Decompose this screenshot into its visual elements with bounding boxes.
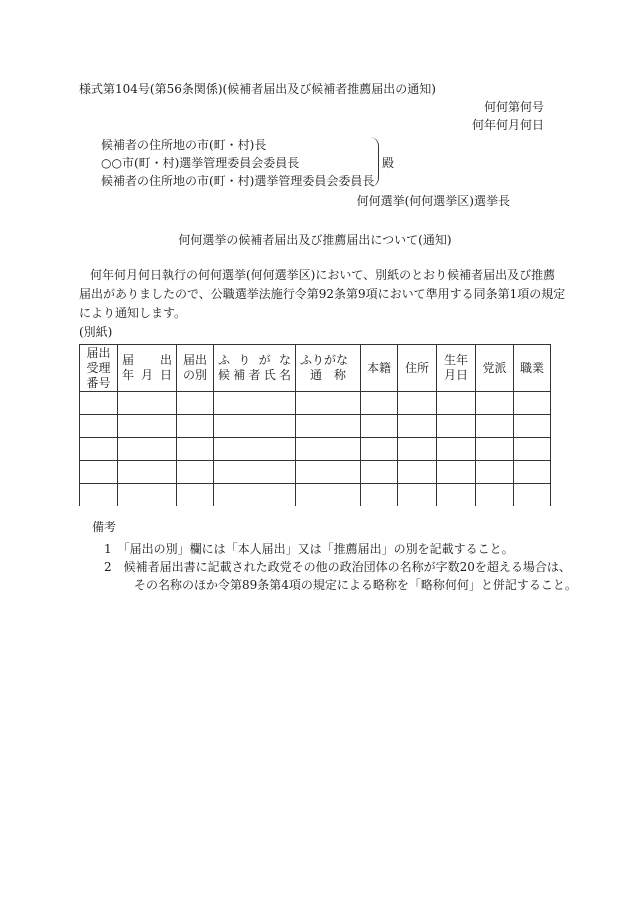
table-cell [361,484,398,507]
remark-1: 1 「届出の別」欄には「本人届出」又は「推薦届出」の別を記載すること。 [104,542,514,556]
table-cell [361,392,398,415]
table-header-row [80,345,551,392]
sender: 何何選挙(何何選挙区)選挙長 [356,194,510,208]
header-alias: ふりがな 通 称 [296,345,361,392]
table-cell [437,484,476,507]
attachment-label: (別紙) [79,325,113,339]
table-cell [177,484,214,507]
remark-2-continued: その名称のほか令第89条第4項の規定による略称を「略称何何」と併記すること。 [134,578,577,592]
table-cell [398,461,437,484]
table-row [80,438,551,461]
table-cell [118,438,177,461]
table-cell [80,438,118,461]
table-cell [296,392,361,415]
remarks-title: 備考 [92,520,117,534]
table-row [80,484,551,507]
table-cell [296,461,361,484]
table-cell [214,461,296,484]
header-filing-type: 届出 の別 [177,345,214,392]
table-cell [437,415,476,438]
header-receipt-number: 届出 受理 番号 [80,345,118,392]
header-address: 住所 [398,345,437,392]
table-cell [118,484,177,507]
table-cell [514,461,551,484]
table-cell [80,461,118,484]
addressee-1: 候補者の住所地の市(町・村)長 [101,138,267,152]
remark-2: 2 候補者届出書に記載された政党その他の政治団体の名称が字数20を超える場合は、 [104,560,571,574]
table-cell [177,415,214,438]
table-cell [118,392,177,415]
table-cell [361,461,398,484]
header-filing-date: 届 出 年 月 日 [118,345,177,392]
header-birthdate: 生年 月日 [437,345,476,392]
body-line-1: 何年何月何日執行の何何選挙(何何選挙区)において、別紙のとおり候補者届出及び推薦 [90,268,556,282]
form-title: 様式第104号(第56条関係)(候補者届出及び候補者推薦届出の通知) [79,82,436,96]
honorific: 殿 [382,156,395,170]
table-cell [476,415,514,438]
table-body [80,392,551,507]
table-cell [361,438,398,461]
table-cell [296,415,361,438]
table-cell [214,415,296,438]
table-cell [514,415,551,438]
table-cell [296,438,361,461]
table-cell [214,484,296,507]
table-row [80,461,551,484]
table-cell [80,415,118,438]
table-cell [476,392,514,415]
table-cell [514,438,551,461]
table-cell [476,484,514,507]
table-cell [437,392,476,415]
table-row [80,415,551,438]
table-cell [214,438,296,461]
addressee-brace [370,137,379,187]
table-cell [214,392,296,415]
table-cell [398,415,437,438]
header-candidate-name: ふりがな 候補者氏名 [214,345,296,392]
table-cell [177,392,214,415]
table-row [80,392,551,415]
table-cell [118,461,177,484]
table-cell [476,438,514,461]
table-cell [177,461,214,484]
header-domicile: 本籍 [361,345,398,392]
addressee-3: 候補者の住所地の市(町・村)選挙管理委員会委員長 [101,174,375,188]
table-cell [361,415,398,438]
table-cell [437,438,476,461]
header-party: 党派 [476,345,514,392]
table-cell [80,484,118,507]
notification-table [79,344,551,506]
table-cell [296,484,361,507]
addressee-2: ○○市(町・村)選挙管理委員会委員長 [101,156,300,170]
table-cell [437,461,476,484]
table-cell [398,484,437,507]
header-occupation: 職業 [514,345,551,392]
subject: 何何選挙の候補者届出及び推薦届出について(通知) [178,233,452,247]
table-cell [118,415,177,438]
table-cell [398,438,437,461]
table-cell [177,438,214,461]
table-cell [80,392,118,415]
body-line-2: 届出がありましたので、公職選挙法施行令第92条第9項において準用する同条第1項の規定 [79,287,566,301]
body-line-3: により通知します。 [79,306,187,320]
table-cell [476,461,514,484]
table-cell [514,392,551,415]
document-number: 何何第何号 [483,100,544,114]
table-cell [398,392,437,415]
document-date: 何年何月何日 [471,118,544,132]
table-cell [514,484,551,507]
